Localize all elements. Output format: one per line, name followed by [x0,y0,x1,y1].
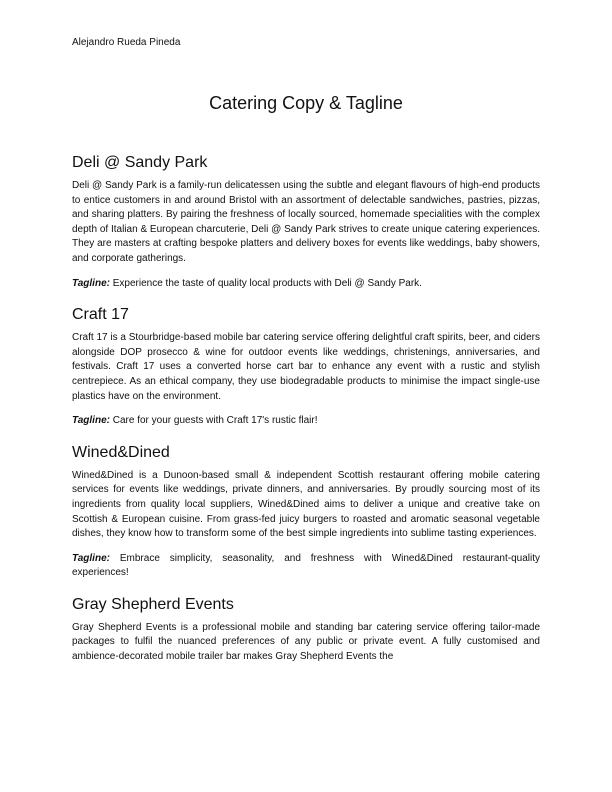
section-wined-dined [72,443,540,581]
section-gray-shepherd-events [72,595,540,665]
author-name: Alejandro Rueda Pineda [72,37,181,48]
section-tagline [72,552,540,581]
tagline-text: Care for your guests with Craft 17's rustic flair! [112,415,318,427]
section-craft-17 [72,305,540,429]
section-heading: Gray Shepherd Events [72,595,234,613]
tagline-text: Experience the taste of quality local products with Deli @ Sandy Park. [112,277,422,289]
section-body: Craft 17 is a Stourbridge-based mobile bar catering service offering delightful craft spirits, beer, and ciders alongside DOP prosecco & wine for outdoor events like weddings, christenings, anniversaries, and festivals. Craft 17 uses a converted horse cart bar to enhance any event with a rustic and stylish centrepiece. As an ethical company, they use biodegradable products to minimise the impact single-use plastics have on the environment. [72,332,540,402]
document-content [72,153,540,675]
document-title: Catering Copy & Tagline [209,93,403,113]
tagline-label: Tagline: [72,277,110,289]
section-heading: Wined&Dined [72,443,170,461]
tagline-label: Tagline: [72,552,110,564]
tagline-text: Embrace simplicity, seasonality, and freshness with Wined&Dined restaurant-quality experiences! [72,552,540,579]
section-body: Wined&Dined is a Dunoon-based small & independent Scottish restaurant offering mobile catering services for events like weddings, private dinners, and anniversaries. By proudly sourcing most of its ingredients from quality local suppliers, Wined&Dined aims to deliver a unique and creative take on Scottish & European cuisine. From grass-fed juicy burgers to roasted and aromatic seasonal vegetable dishes, they know how to transform some of the best simple ingredients into sublime tasting experiences. [72,469,540,540]
section-tagline [72,277,540,292]
tagline-label: Tagline: [72,415,110,427]
section-heading: Craft 17 [72,306,129,324]
section-tagline [72,414,540,429]
section-body: Deli @ Sandy Park is a family-run delicatessen using the subtle and elegant flavours of high-end products to entice customers in and around Bristol with an assortment of delectable sandwiches, pastries, pizzas, and sharing platters. By pairing the freshness of locally sourced, homemade specialities with the complex depth of Italian & European charcuterie, Deli @ Sandy Park strives to create unique catering experiences. They are masters at crafting bespoke platters and delivery boxes for events like weddings, baby showers, and corporate gatherings. [72,180,540,264]
section-heading: Deli @ Sandy Park [72,154,208,171]
section-body: Gray Shepherd Events is a professional mobile and standing bar catering service offering tailor-made packages to fulfil the nuanced preferences of any public or private event. A fully customised and ambience-decorated mobile trailer bar makes Gray Shepherd Events the [72,621,540,663]
section-deli-sandy-park [72,153,540,291]
